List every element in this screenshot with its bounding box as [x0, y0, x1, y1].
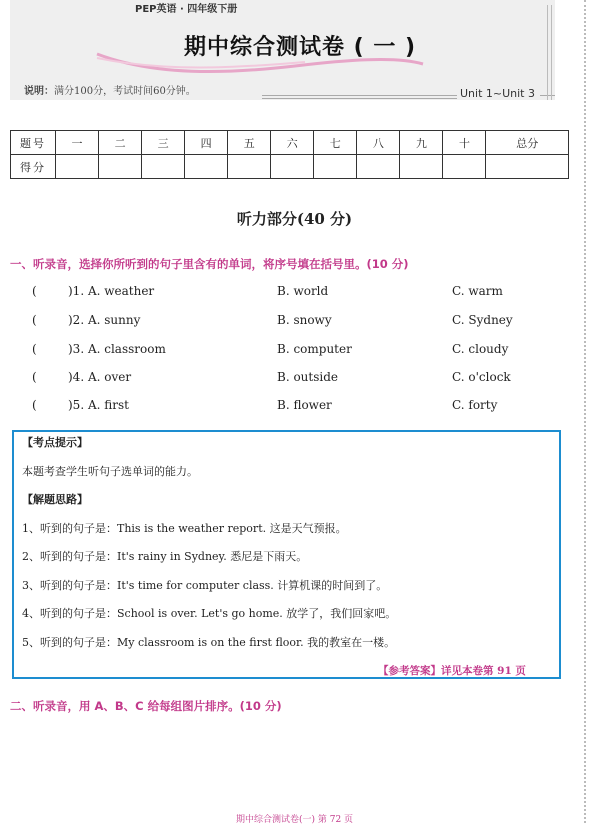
score-table-col: 一 [56, 131, 99, 155]
score-cell[interactable] [142, 155, 185, 179]
score-cell[interactable] [314, 155, 357, 179]
score-table-col: 八 [357, 131, 400, 155]
option-a: )2. A. sunny [68, 313, 141, 327]
answer-reference: 【参考答案】详见本卷第 91 页 [378, 665, 526, 677]
score-cell[interactable] [56, 155, 99, 179]
hint-approach-heading: 【解题思路】 [22, 493, 88, 506]
score-table-col: 九 [400, 131, 443, 155]
score-cell[interactable] [357, 155, 400, 179]
hint-line: 3、听到的句子是：It's time for computer class. 计算机课的时间到了。 [22, 579, 388, 592]
option-a: )4. A. over [68, 370, 132, 384]
score-table-col: 总分 [486, 131, 569, 155]
instructions-label: 说明： [24, 86, 54, 97]
option-c: C. o'clock [452, 370, 511, 384]
option-b: B. world [277, 284, 329, 298]
hint-point-heading: 【考点提示】 [22, 436, 88, 449]
score-cell[interactable] [271, 155, 314, 179]
instructions [24, 82, 196, 97]
score-table [10, 130, 569, 179]
option-a: )1. A. weather [68, 284, 155, 298]
option-a: )3. A. classroom [68, 342, 166, 356]
answer-blank[interactable]: ( [32, 398, 37, 412]
score-table-row-head: 题号 [11, 131, 56, 155]
hint-line: 1、听到的句子是：This is the weather report. 这是天气预报。 [22, 522, 347, 535]
score-cell[interactable] [486, 155, 569, 179]
listening-section-title: 听力部分(40 分) [236, 210, 353, 228]
page-footer: 期中综合测试卷(一) 第 72 页 [235, 815, 354, 825]
score-table-col: 七 [314, 131, 357, 155]
option-b: B. flower [277, 398, 332, 412]
option-c: C. Sydney [452, 313, 513, 327]
score-table-col: 六 [271, 131, 314, 155]
question-row [32, 313, 572, 333]
score-table-row-head: 得分 [11, 155, 56, 179]
page-edge [584, 0, 586, 823]
question-row [32, 284, 572, 304]
score-table-col: 十 [443, 131, 486, 155]
instructions-text: 满分100分，考试时间60分钟。 [54, 86, 196, 97]
hint-line: 2、听到的句子是：It's rainy in Sydney. 悉尼是下雨天。 [22, 550, 308, 563]
score-table-score-row [11, 155, 569, 179]
option-c: C. forty [452, 398, 498, 412]
option-a: )5. A. first [68, 398, 129, 412]
answer-blank[interactable]: ( [32, 342, 37, 356]
question-1-heading: 一、听录音，选择你所听到的句子里含有的单词，将序号填在括号里。(10 分) [10, 257, 409, 271]
option-b: B. computer [277, 342, 352, 356]
score-table-col: 五 [228, 131, 271, 155]
score-cell[interactable] [400, 155, 443, 179]
answer-blank[interactable]: ( [32, 370, 37, 384]
answer-blank[interactable]: ( [32, 313, 37, 327]
hint-point-text: 本题考查学生听句子选单词的能力。 [22, 465, 198, 478]
divider-line [262, 95, 457, 96]
question-2-heading: 二、听录音，用 A、B、C 给每组图片排序。(10 分) [10, 699, 282, 713]
page-title: 期中综合测试卷 ( 一 ) [184, 35, 417, 60]
score-cell[interactable] [228, 155, 271, 179]
score-cell[interactable] [185, 155, 228, 179]
score-table-header-row [11, 131, 569, 155]
hint-line: 4、听到的句子是：School is over. Let's go home. 放学了，我们回家吧。 [22, 607, 397, 620]
answer-blank[interactable]: ( [32, 284, 37, 298]
option-b: B. outside [277, 370, 339, 384]
question-row [32, 370, 572, 390]
score-cell[interactable] [443, 155, 486, 179]
option-c: C. cloudy [452, 342, 509, 356]
book-label: PEP英语 · 四年级下册 [135, 4, 238, 15]
question-row [32, 342, 572, 362]
unit-range: Unit 1~Unit 3 [460, 87, 535, 100]
divider-line [262, 98, 457, 99]
hint-line: 5、听到的句子是：My classroom is on the first floor. 我的教室在一楼。 [22, 636, 396, 649]
score-table-col: 三 [142, 131, 185, 155]
score-table-col: 四 [185, 131, 228, 155]
divider-line [551, 5, 552, 100]
option-c: C. warm [452, 284, 503, 298]
score-cell[interactable] [99, 155, 142, 179]
option-b: B. snowy [277, 313, 332, 327]
score-table-col: 二 [99, 131, 142, 155]
question-row [32, 398, 572, 418]
divider-line [547, 5, 548, 100]
